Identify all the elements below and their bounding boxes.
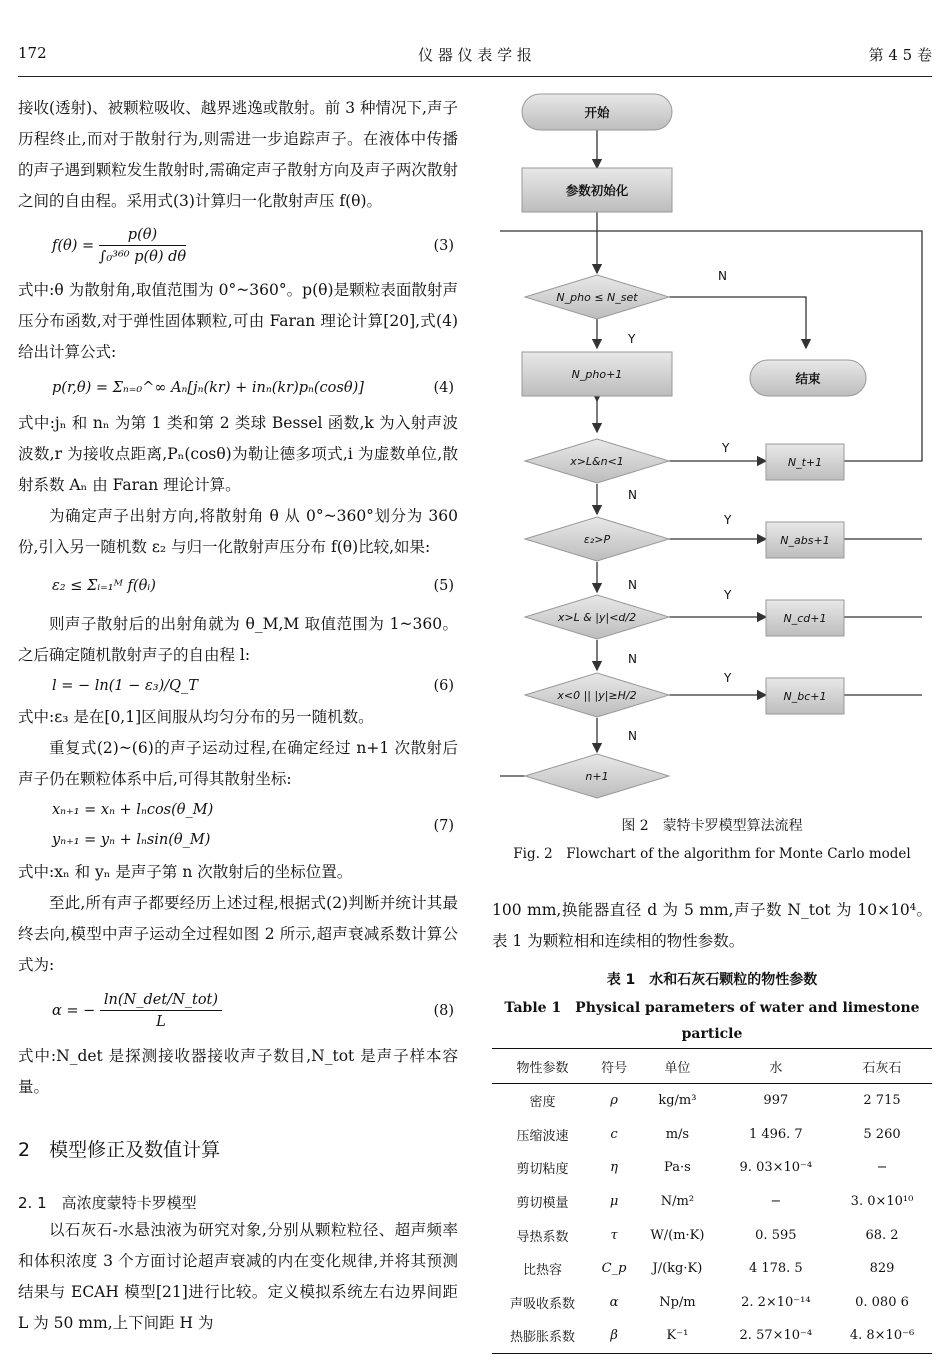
page-number: 172 — [18, 44, 47, 62]
table-cell: 热膨胀系数 — [492, 1319, 593, 1353]
table-row — [492, 1252, 932, 1286]
table-cell: 剪切模量 — [516, 1196, 569, 1212]
equation-7 — [18, 795, 458, 857]
end-label: 结束 — [795, 371, 821, 386]
equation-4 — [18, 368, 458, 408]
table-cell: m/s — [665, 1126, 690, 1142]
equation-body: ε₂ ≤ Σᵢ₌₁ᴹ f(θᵢ) — [52, 578, 156, 594]
table-row — [492, 1185, 932, 1219]
cond3-label: ε₂>P — [583, 533, 611, 546]
paragraph: 重复式(2)~(6)的声子运动过程,在确定经过 n+1 次散射后声子仍在颗粒体系中后,可得其散射坐标: — [18, 739, 458, 788]
table-caption-cn: 表 1 水和石灰石颗粒的物性参数 — [606, 972, 818, 988]
table-cell: 比热容 — [522, 1263, 562, 1279]
table-cell: − — [770, 1194, 782, 1210]
denominator: L — [156, 1013, 166, 1030]
figure-caption-cn: 图 2 蒙特卡罗模型算法流程 — [621, 818, 803, 834]
table-cell: c — [610, 1126, 618, 1142]
figure-caption-en: Fig. 2 Flowchart of the algorithm for Monte Carlo model — [513, 846, 911, 862]
fraction — [100, 990, 222, 1033]
table-cell: 9. 03×10⁻⁴ — [739, 1160, 813, 1176]
table-cell: J/(kg·K) — [652, 1261, 703, 1277]
table-cell: Np/m — [659, 1294, 696, 1310]
paragraph: 则声子散射后的出射角就为 θ_M,M 取值范围为 1~360。之后确定随机散射声子的自由程 l: — [18, 615, 458, 664]
table-row — [492, 1319, 932, 1353]
edge-label-no: N — [628, 488, 637, 502]
equation-lhs: f(θ) = — [52, 238, 95, 254]
equation-number: (4) — [433, 380, 454, 396]
edge-label-no: N — [718, 269, 727, 283]
npho-label: N_pho+1 — [571, 368, 623, 381]
nabs-label: N_abs+1 — [780, 534, 830, 547]
flowchart — [500, 90, 940, 810]
paragraph: 式中:ε₃ 是在[0,1]区间服从均匀分布的另一随机数。 — [18, 708, 374, 726]
edge-label-yes: Y — [628, 332, 636, 346]
table-header: 物性参数 — [492, 1049, 593, 1084]
equation-body: p(r,θ) = Σₙ₌₀^∞ Aₙ[jₙ(kr) + inₙ(kr)pₙ(cosθ)] — [52, 380, 364, 396]
equation-number: (7) — [433, 818, 454, 834]
table-row — [492, 1218, 932, 1252]
section-heading: 2 模型修正及数值计算 — [18, 1139, 221, 1161]
table-cell: W/(m·K) — [650, 1227, 705, 1243]
equation-6 — [18, 671, 458, 702]
table-cell: 0. 595 — [755, 1227, 797, 1243]
table-cell: ρ — [610, 1093, 618, 1109]
table-cell: 导热系数 — [516, 1229, 569, 1245]
equation-8 — [18, 981, 458, 1041]
cond5-label: x<0 || |y|≥H/2 — [557, 689, 637, 702]
table-row — [492, 1084, 932, 1118]
volume-label: 第 4 5 卷 — [868, 46, 932, 64]
table-cell: 声吸收系数 — [509, 1296, 575, 1312]
equation-number: (3) — [433, 238, 454, 254]
equation-line: yₙ₊₁ = yₙ + lₙsin(θ_M) — [52, 832, 211, 848]
table-cell: 1 496. 7 — [748, 1126, 803, 1142]
edge-label-no: N — [628, 578, 637, 592]
table-cell: 5 260 — [863, 1126, 901, 1142]
paragraph: 以石灰石-水悬浊液为研究对象,分别从颗粒粒径、超声频率和体积浓度 3 个方面讨论超声衰减的内在变化规律,并将其预测结果与 ECAH 模型[21]进行比较。定义模拟系统左右边界间距 L 为 50 mm,上下间距 H 为 — [18, 1221, 458, 1332]
table-header-row — [492, 1049, 932, 1084]
table-cell: 3. 0×10¹⁰ — [850, 1194, 914, 1210]
nbc-label: N_bc+1 — [783, 690, 827, 703]
equation-5 — [18, 563, 458, 609]
table-cell: Pa·s — [664, 1160, 691, 1176]
table-cell: 68. 2 — [865, 1227, 899, 1243]
equation-line: xₙ₊₁ = xₙ + lₙcos(θ_M) — [52, 802, 214, 818]
table-cell: K⁻¹ — [635, 1319, 719, 1353]
table-row — [492, 1118, 932, 1152]
edge-label-yes: Y — [724, 588, 732, 602]
header-rule — [18, 76, 932, 77]
edge-label-no: N — [628, 729, 637, 743]
table-physical-parameters — [492, 1048, 932, 1354]
table-cell: 2 715 — [863, 1093, 901, 1109]
table-cell: N/m² — [660, 1194, 695, 1210]
numerator: p(θ) — [99, 225, 186, 246]
paragraph: 式中:θ 为散射角,取值范围为 0°~360°。p(θ)是颗粒表面散射声压分布函数,对于弹性固体颗粒,可由 Faran 理论计算[20],式(4)给出计算公式: — [18, 281, 458, 361]
paragraph: 式中:xₙ 和 yₙ 是声子第 n 次散射后的坐标位置。 — [18, 863, 353, 881]
table-cell: C_p — [601, 1261, 627, 1277]
table-cell: μ — [609, 1194, 619, 1210]
edge-label-yes: Y — [724, 671, 732, 685]
table-cell: 0. 080 6 — [855, 1294, 909, 1310]
table-cell: α — [609, 1294, 619, 1310]
table-header: 石灰石 — [832, 1049, 932, 1084]
edge-label-yes: Y — [724, 513, 732, 527]
table-cell: 密度 — [529, 1095, 556, 1111]
denominator: ∫₀³⁶⁰ p(θ) dθ — [98, 248, 187, 265]
journal-title: 仪 器 仪 表 学 报 — [418, 46, 532, 64]
table-cell: 压缩波速 — [516, 1128, 569, 1144]
table-header: 单位 — [635, 1049, 719, 1084]
table-cell: 4. 8×10⁻⁶ — [832, 1319, 932, 1353]
equation-number: (5) — [433, 578, 454, 594]
init-label: 参数初始化 — [565, 183, 629, 198]
equation-3 — [18, 217, 458, 275]
cond1-label: N_pho ≤ N_set — [556, 291, 638, 304]
table-row — [492, 1151, 932, 1185]
equation-number: (8) — [433, 1003, 454, 1019]
table-header: 符号 — [593, 1049, 635, 1084]
paragraph: 至此,所有声子都要经历上述过程,根据式(2)判断并统计其最终去向,模型中声子运动全过程如图 2 所示,超声衰减系数计算公式为: — [18, 894, 458, 974]
table-row — [492, 1286, 932, 1320]
paragraph: 为确定声子出射方向,将散射角 θ 从 0°~360°划分为 360 份,引入另一随机数 ε₂ 与归一化散射声压分布 f(θ)比较,如果: — [18, 507, 458, 556]
table-cell: τ — [610, 1227, 618, 1243]
paragraph: 接收(透射)、被颗粒吸收、越界逃逸或散射。前 3 种情况下,声子历程终止,而对于散射行为,则需进一步追踪声子。在液体中传播的声子遇到颗粒发生散射时,需确定声子散射方向及声子两次散射之间的自由程。采用式(3)计算归一化散射声压 f(θ)。 — [18, 99, 458, 210]
table-cell: 997 — [763, 1093, 789, 1109]
table-cell: 2. 2×10⁻¹⁴ — [741, 1294, 811, 1310]
n1-label: n+1 — [585, 770, 609, 783]
paragraph: 100 mm,换能器直径 d 为 5 mm,声子数 N_tot 为 10×10⁴。表 1 为颗粒相和连续相的物性参数。 — [492, 901, 932, 950]
table-header: 水 — [720, 1049, 832, 1084]
equation-lhs: α = − — [52, 1003, 96, 1019]
ncd-label: N_cd+1 — [783, 612, 827, 625]
table-cell: 829 — [869, 1261, 895, 1277]
left-column — [18, 93, 458, 1339]
table-cell: 2. 57×10⁻⁴ — [720, 1319, 832, 1353]
paragraph: 式中:jₙ 和 nₙ 为第 1 类和第 2 类球 Bessel 函数,k 为入射声波波数,r 为接收点距离,Pₙ(cosθ)为勒让德多项式,i 为虚数单位,散射系数 Aₙ 由 Faran 理论计算。 — [18, 414, 458, 494]
cond2-label: x>L&n<1 — [570, 455, 624, 468]
edge-label-yes: Y — [722, 441, 730, 455]
table-cell: kg/m³ — [658, 1093, 697, 1109]
table-cell: 剪切粘度 — [516, 1162, 569, 1178]
paragraph: 式中:N_det 是探测接收器接收声子数目,N_tot 是声子样本容量。 — [18, 1047, 458, 1096]
equation-body: l = − ln(1 − ε₃)/Q_T — [52, 678, 198, 694]
table-caption-en: Table 1 Physical parameters of water and limestone particle — [504, 1000, 920, 1042]
table-cell: 4 178. 5 — [748, 1261, 803, 1277]
equation-number: (6) — [433, 678, 454, 694]
table-cell: β — [593, 1319, 635, 1353]
cond4-label: x>L & |y|<d/2 — [557, 611, 637, 624]
fraction — [99, 225, 186, 268]
nt-label: N_t+1 — [787, 456, 823, 469]
start-label: 开始 — [584, 105, 610, 120]
edge-label-no: N — [628, 652, 637, 666]
numerator: ln(N_det/N_tot) — [100, 990, 222, 1011]
subsection-heading: 2. 1 高浓度蒙特卡罗模型 — [18, 1194, 197, 1212]
table-cell: η — [610, 1160, 618, 1176]
table-cell: − — [876, 1160, 888, 1176]
